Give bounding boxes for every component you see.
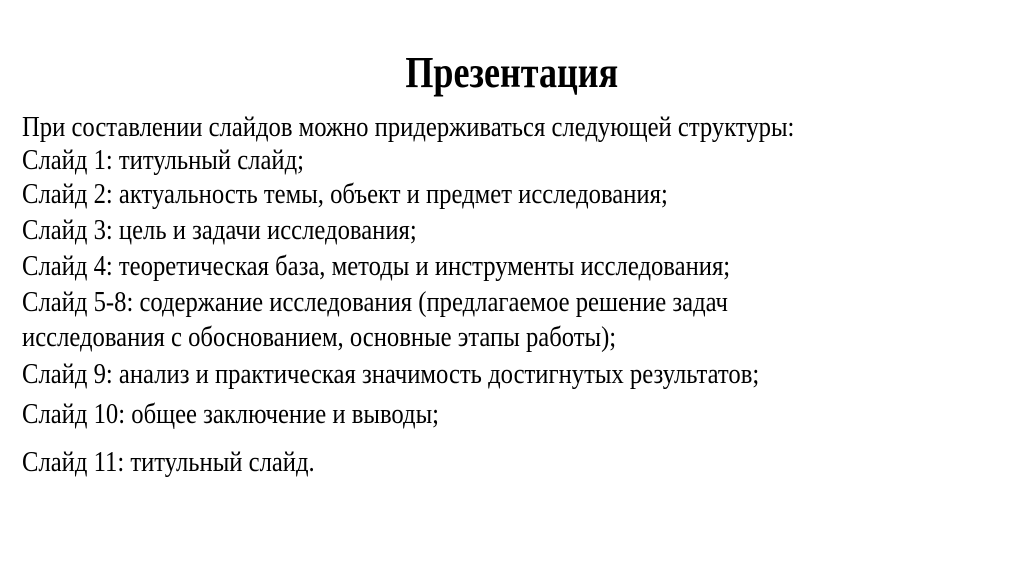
list-item: Слайд 10: общее заключение и выводы; xyxy=(22,398,439,430)
list-item: Слайд 1: титульный слайд; xyxy=(22,144,304,176)
list-item: Слайд 9: анализ и практическая значимость достигнутых результатов; xyxy=(22,358,760,390)
intro-text: При составлении слайдов можно придерживаться следующей структуры: xyxy=(22,111,795,143)
list-item: Слайд 11: титульный слайд. xyxy=(22,446,315,478)
list-item: Слайд 5-8: содержание исследования (предлагаемое решение задач xyxy=(22,286,728,318)
list-item: Слайд 3: цель и задачи исследования; xyxy=(22,214,417,246)
slide-title-text: Презентация xyxy=(405,48,619,97)
list-item-continuation: исследования с обоснованием, основные этапы работы); xyxy=(22,321,617,353)
slide-title xyxy=(0,48,1024,98)
list-item: Слайд 2: актуальность темы, объект и предмет исследования; xyxy=(22,178,668,210)
list-item: Слайд 4: теоретическая база, методы и инструменты исследования; xyxy=(22,250,731,282)
